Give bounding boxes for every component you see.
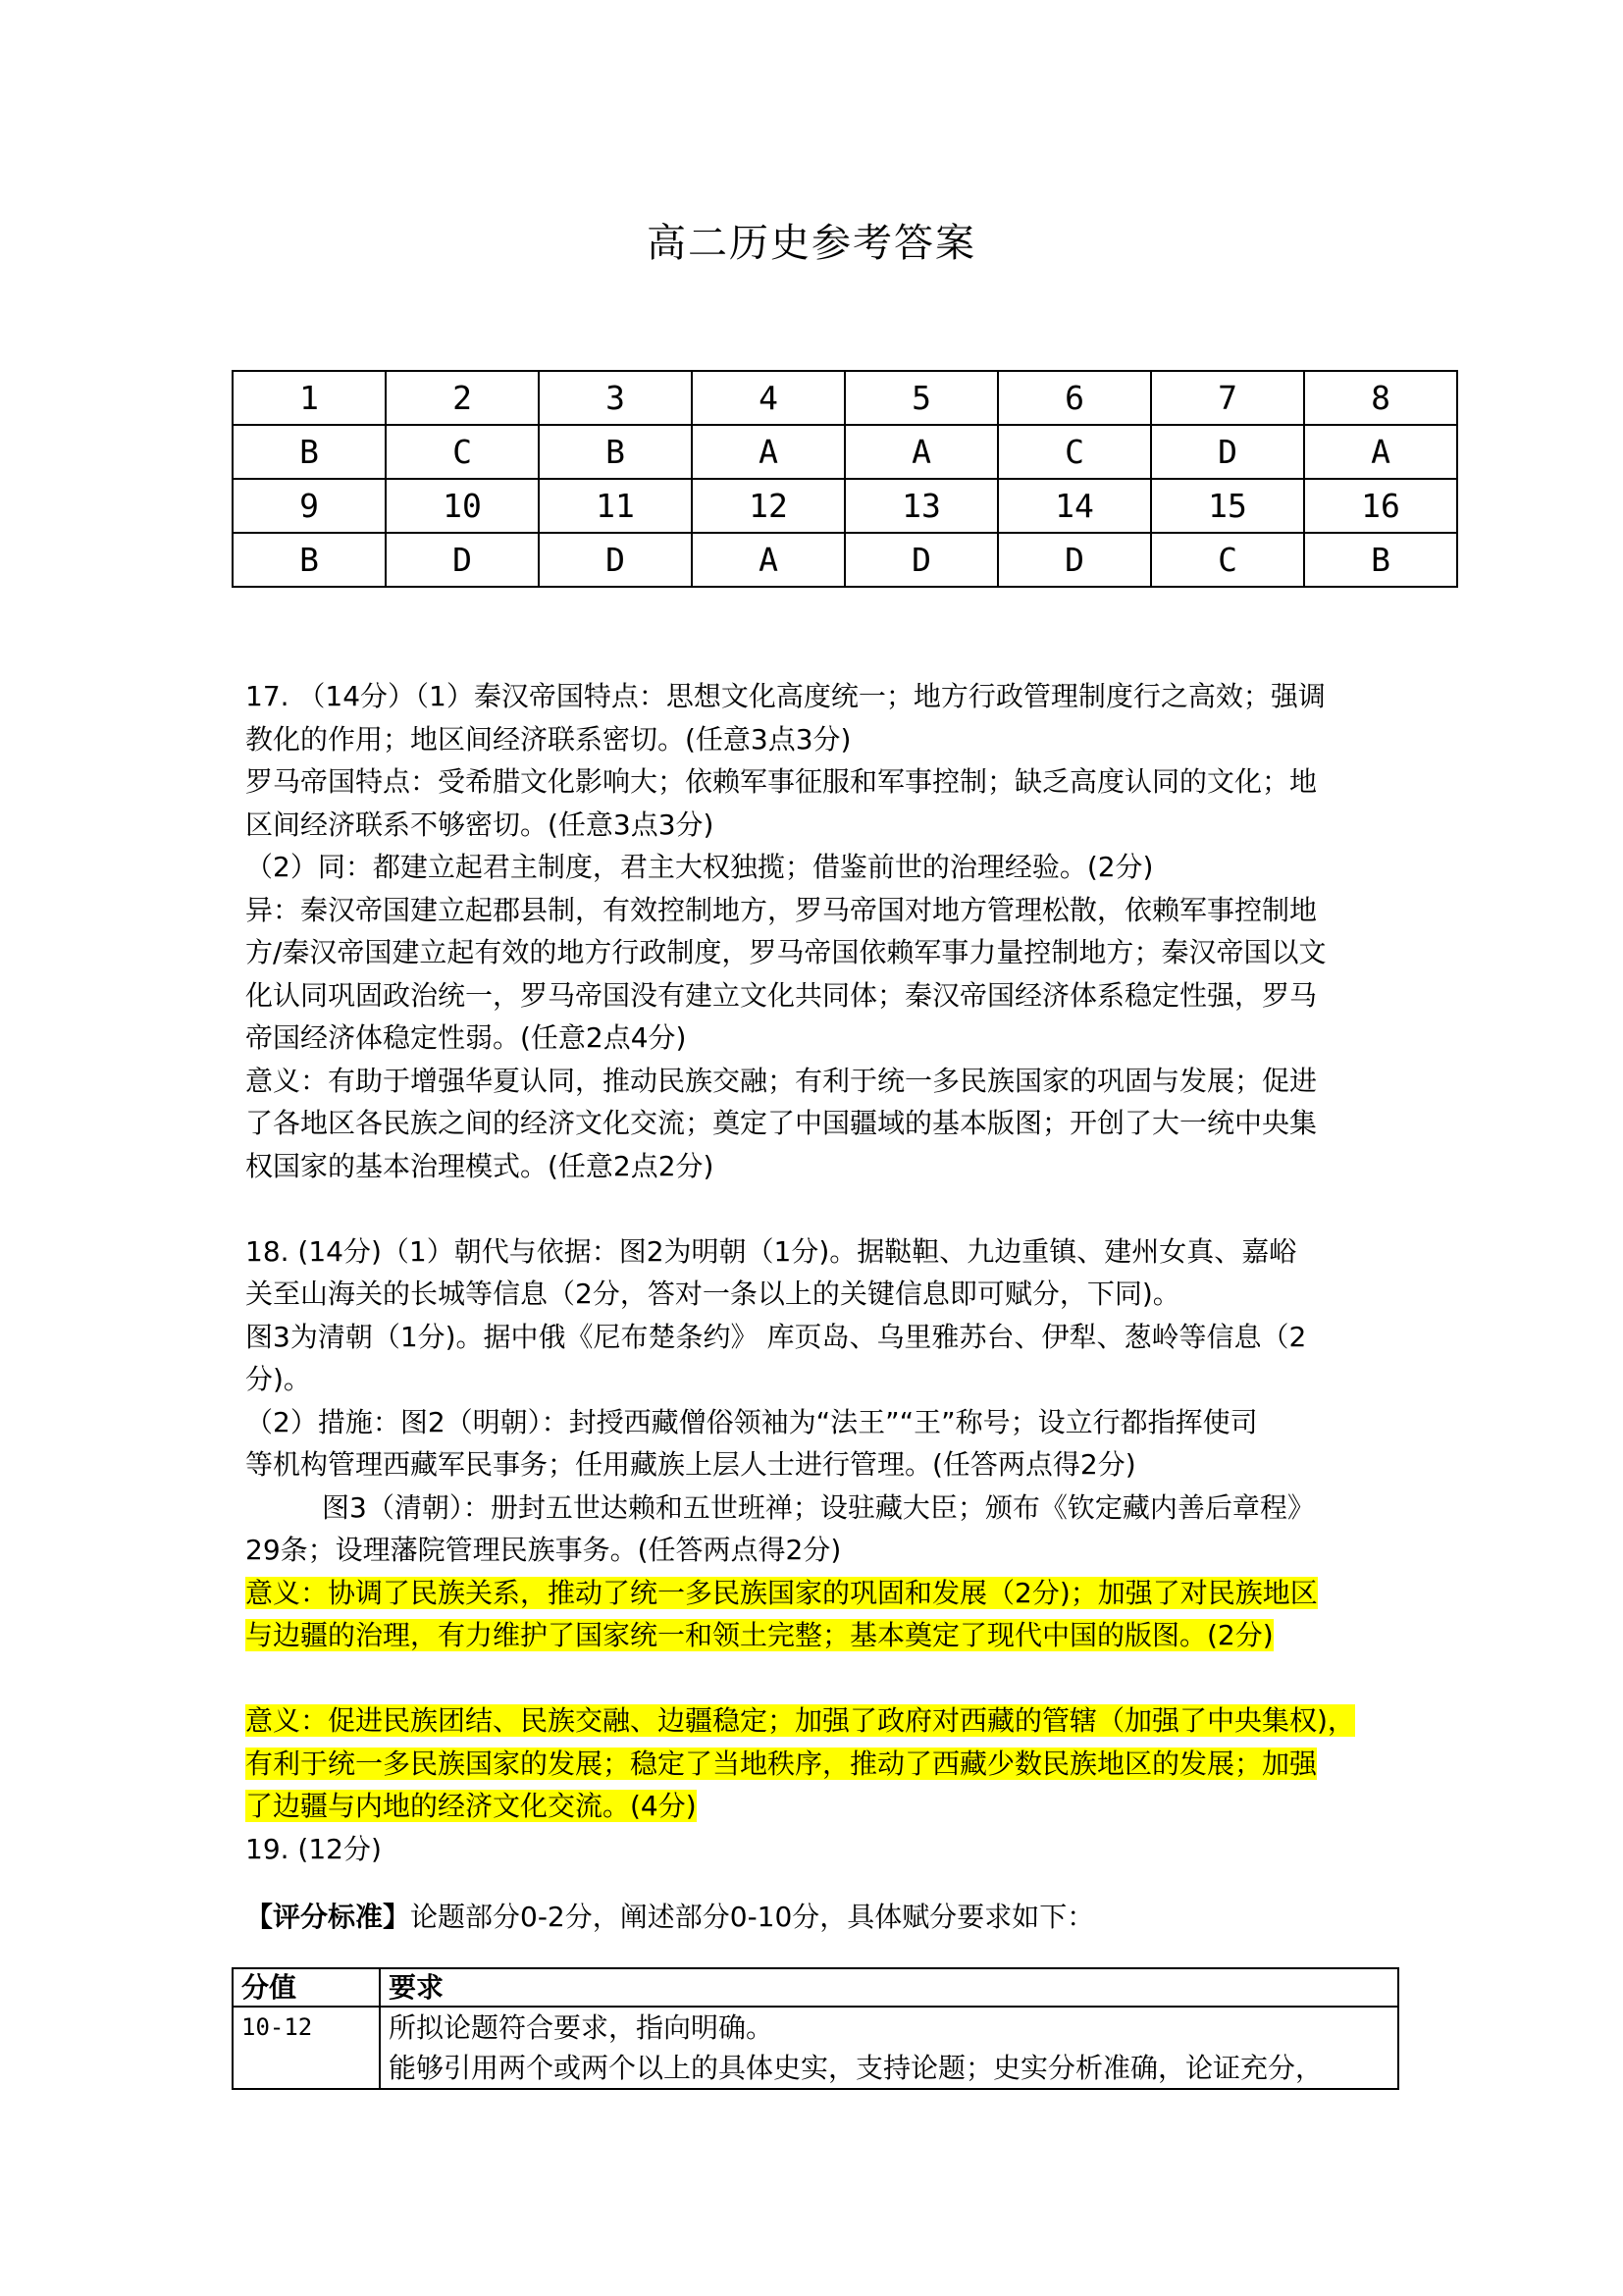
- highlighted-line: 与边疆的治理，有力维护了国家统一和领土完整；基本奠定了现代中国的版图。(2分): [245, 1619, 1274, 1651]
- text-line: 17. （14分）（1）秦汉帝国特点：思想文化高度统一；地方行政管理制度行之高效；强调: [245, 680, 1326, 712]
- question-number-cell: 1: [233, 371, 386, 425]
- table-row: [233, 533, 1457, 587]
- table-row: [233, 2007, 1398, 2089]
- text-line: 化认同巩固政治统一，罗马帝国没有建立文化共同体；秦汉帝国经济体系稳定性强，罗马: [245, 978, 1318, 1012]
- question-number-cell: 13: [845, 479, 998, 533]
- answer-cell: A: [1304, 425, 1457, 479]
- grading-table: [232, 1967, 1399, 2090]
- answer-cell: A: [692, 533, 845, 587]
- text-line: 29条；设理藩院管理民族事务。(任答两点得2分): [245, 1534, 842, 1566]
- text-line: 方/秦汉帝国建立起有效的地方行政制度，罗马帝国依赖军事力量控制地方；秦汉帝国以文: [245, 936, 1327, 968]
- answer-cell: B: [1304, 533, 1457, 587]
- text-line: 等机构管理西藏军民事务；任用藏族上层人士进行管理。(任答两点得2分): [245, 1448, 1136, 1481]
- requirement-line: 能够引用两个或两个以上的具体史实，支持论题；史实分析准确，论证充分，: [389, 2052, 1324, 2084]
- text-line: 教化的作用；地区间经济联系密切。(任意3点3分): [245, 722, 852, 756]
- question-18: [245, 1230, 1423, 1828]
- question-number-cell: 16: [1304, 479, 1457, 533]
- question-17: [245, 675, 1423, 1187]
- grading-table-header: [233, 1968, 1398, 2007]
- text-line: 了各地区各民族之间的经济文化交流；奠定了中国疆域的基本版图；开创了大一统中央集: [245, 1107, 1318, 1139]
- highlighted-line: 意义：促进民族团结、民族交融、边疆稳定；加强了政府对西藏的管辖（加强了中央集权)，: [245, 1704, 1355, 1737]
- highlighted-line: 有利于统一多民族国家的发展；稳定了当地秩序，推动了西藏少数民族地区的发展；加强: [245, 1747, 1318, 1780]
- answer-cell: B: [233, 425, 386, 479]
- question-number-cell: 8: [1304, 371, 1457, 425]
- grading-standard-line: [245, 1896, 1423, 1939]
- text-line: 关至山海关的长城等信息（2分，答对一条以上的关键信息即可赋分，下同)。: [245, 1278, 1180, 1310]
- answer-cell: D: [998, 533, 1151, 587]
- answer-cell: C: [1151, 533, 1304, 587]
- question-number-cell: 2: [386, 371, 539, 425]
- answer-cell: D: [539, 533, 692, 587]
- question-number-cell: 12: [692, 479, 845, 533]
- answer-cell: A: [845, 425, 998, 479]
- highlighted-line: 意义：协调了民族关系，推动了统一多民族国家的巩固和发展（2分)；加强了对民族地区: [245, 1576, 1318, 1609]
- document-title: 高二历史参考答案: [647, 221, 976, 266]
- answer-cell: D: [845, 533, 998, 587]
- requirement-line: 所拟论题符合要求，指向明确。: [389, 2011, 774, 2044]
- question-19: [245, 1828, 1423, 1939]
- text-line: 图3（清朝）：册封五世达赖和五世班禅；设驻藏大臣；颁布《钦定藏内善后章程》: [322, 1490, 1315, 1524]
- text-line: 分)。: [245, 1363, 311, 1395]
- question-number-cell: 5: [845, 371, 998, 425]
- text-line: 权国家的基本治理模式。(任意2点2分): [245, 1149, 714, 1182]
- answer-text-body: [245, 675, 1423, 1939]
- question-number-cell: 9: [233, 479, 386, 533]
- spacer: [245, 1657, 1423, 1700]
- question-number-cell: 14: [998, 479, 1151, 533]
- highlighted-line: 了边疆与内地的经济文化交流。(4分): [245, 1790, 697, 1822]
- question-heading: 19. (12分): [245, 1832, 382, 1865]
- table-row: [233, 479, 1457, 533]
- text-line: 图3为清朝（1分)。据中俄《尼布楚条约》 库页岛、乌里雅苏台、伊犁、葱岭等信息（2: [245, 1320, 1307, 1353]
- grading-text: 论题部分0-2分，阐述部分0-10分，具体赋分要求如下：: [410, 1901, 1095, 1933]
- answer-cell: B: [539, 425, 692, 479]
- question-number-cell: 11: [539, 479, 692, 533]
- text-line: 意义：有助于增强华夏认同，推动民族交融；有利于统一多民族国家的巩固与发展；促进: [245, 1064, 1318, 1097]
- text-line: 帝国经济体稳定性弱。(任意2点4分): [245, 1021, 687, 1054]
- text-line: （2）同：都建立起君主制度，君主大权独揽；借鉴前世的治理经验。(2分): [245, 851, 1154, 883]
- table-row: [233, 425, 1457, 479]
- answer-cell: B: [233, 533, 386, 587]
- table-row: [233, 371, 1457, 425]
- header-requirements: 要求: [380, 1968, 1398, 2007]
- spacer: [245, 1187, 1423, 1230]
- text-line: 罗马帝国特点：受希腊文化影响大；依赖军事征服和军事控制；缺乏高度认同的文化；地: [245, 765, 1318, 798]
- text-line: 异：秦汉帝国建立起郡县制，有效控制地方，罗马帝国对地方管理松散，依赖军事控制地: [245, 893, 1318, 926]
- question-number-cell: 15: [1151, 479, 1304, 533]
- answer-cell: C: [386, 425, 539, 479]
- header-score: 分值: [233, 1968, 380, 2007]
- question-number-cell: 4: [692, 371, 845, 425]
- text-line: 区间经济联系不够密切。(任意3点3分): [245, 808, 714, 841]
- answer-key-table: [232, 370, 1458, 588]
- answer-cell: D: [1151, 425, 1304, 479]
- answer-cell: D: [386, 533, 539, 587]
- score-cell: 10-12: [233, 2007, 380, 2089]
- answer-cell: A: [692, 425, 845, 479]
- grading-label: 【评分标准】: [245, 1901, 411, 1933]
- question-number-cell: 6: [998, 371, 1151, 425]
- text-line: 18. (14分)（1）朝代与依据：图2为明朝（1分)。据鞑靼、九边重镇、建州女真、嘉峪: [245, 1234, 1297, 1268]
- text-line: （2）措施：图2（明朝）：封授西藏僧俗领袖为“法王”“王”称号；设立行都指挥使司: [245, 1405, 1258, 1438]
- requirements-cell: [380, 2007, 1398, 2089]
- answer-cell: C: [998, 425, 1151, 479]
- question-number-cell: 10: [386, 479, 539, 533]
- question-number-cell: 3: [539, 371, 692, 425]
- question-number-cell: 7: [1151, 371, 1304, 425]
